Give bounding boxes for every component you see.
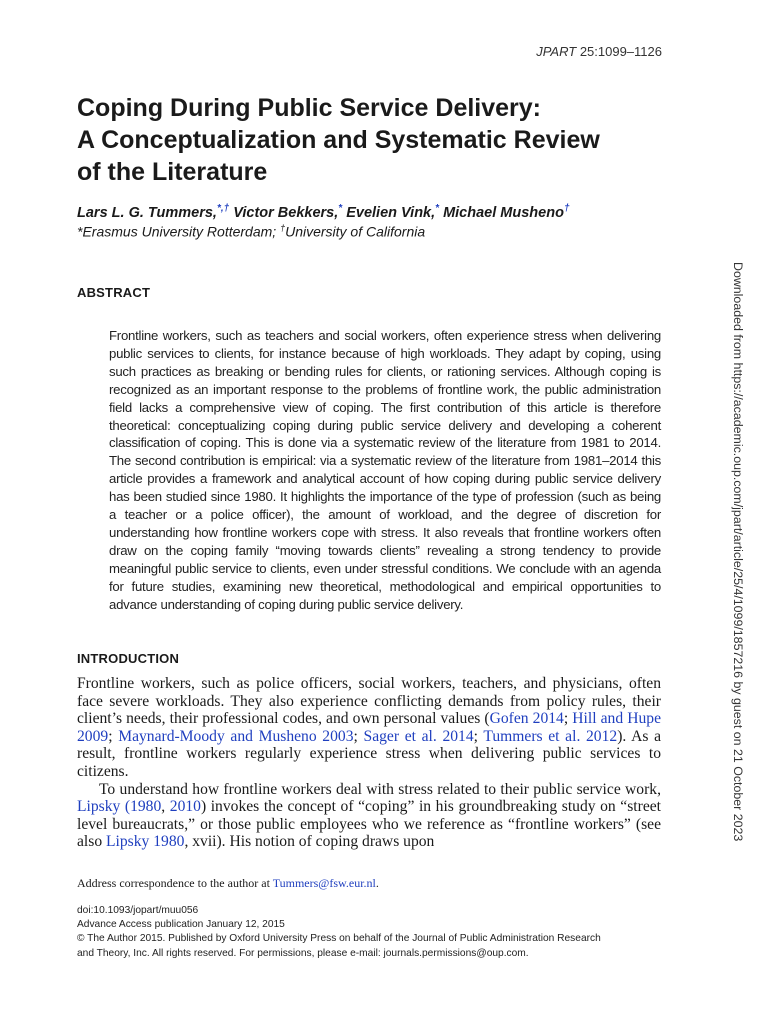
citation-link[interactable]: Lipsky (1980 bbox=[77, 798, 162, 816]
affiliation-erasmus: Erasmus University Rotterdam; bbox=[82, 223, 281, 240]
intro-paragraph-1: Frontline workers, such as police officers, social workers, teachers, and physicians, often face severe workloads. They also experience conflicting demands from policy rules, their client’s needs, their professional codes, and own personal values (Gofen 2014; Hill and Hupe 2009; Maynard-Moody and Musheno 2003; Sager et al. 2014; Tummers et al. 2012). As a result, frontline workers regularly experience stress when delivering public services to citizens. bbox=[77, 675, 662, 780]
journal-name: JPART bbox=[536, 44, 577, 59]
page-range: 25:1099–1126 bbox=[579, 44, 662, 59]
affiliation-california: University of California bbox=[285, 223, 426, 240]
abstract-text: Frontline workers, such as teachers and social workers, often experience stress when delivering public services to clients, for instance because of high workloads. They adapt by coping, using such practices as breaking or bending rules for clients, or rationing services. Although coping is recognized as an important response to the problems of frontline work, the public administration field lacks a comprehensive view of coping. The first contribution of this article is therefore theoretical: conceptualizing coping during public service delivery and developing a coherent classification of coping. This is done via a systematic review of the literature from 1981 to 2014. The second contribution is empirical: via a systematic review of the literature from 1981–2014 this article provides a framework and analytical account of how coping during public service delivery has been studied since 1980. It highlights the importance of the type of profession (such as being a teacher or a police officer), the amount of workload, and the degree of discretion for understanding how frontline workers cope with stress. It also reveals that frontline workers often draw on the coping family “moving towards clients” revealing a strong tendency to provide meaningful public service to clients, even under stressful conditions. We conclude with an agenda for future studies, examining new theoretical, methodological and empirical opportunities to advance understanding of coping during public service delivery. bbox=[109, 328, 661, 612]
email-link[interactable]: Tummers@fsw.eur.nl bbox=[272, 876, 376, 890]
copyright-line-2: and Theory, Inc. All rights reserved. For permissions, please e-mail: journals.permissions@oup.com. bbox=[77, 947, 529, 959]
affiliations bbox=[77, 223, 425, 240]
correspondence-note: Address correspondence to the author at Tummers@fsw.eur.nl. bbox=[77, 876, 379, 890]
download-watermark: Downloaded from https://academic.oup.com/jpart/article/25/4/1099/1857216 by guest on 21 October 2023 bbox=[731, 262, 745, 842]
citation-link[interactable]: Maynard-Moody and Musheno 2003 bbox=[118, 727, 354, 745]
title-line-3: of the Literature bbox=[77, 158, 268, 186]
author-musheno: Michael Musheno bbox=[443, 204, 564, 221]
affiliation-mark-2: † bbox=[280, 223, 286, 233]
author-tummers: Lars L. G. Tummers, bbox=[77, 204, 217, 221]
affiliation-mark[interactable]: *,† bbox=[216, 203, 230, 214]
doi: doi:10.1093/jopart/muu056 bbox=[77, 905, 199, 916]
running-head bbox=[536, 44, 662, 59]
citation-link[interactable]: Lipsky 1980 bbox=[106, 833, 185, 851]
title-line-2: A Conceptualization and Systematic Review bbox=[77, 126, 600, 154]
author-bekkers: Victor Bekkers, bbox=[233, 204, 339, 221]
author-list bbox=[77, 203, 570, 221]
title-line-1: Coping During Public Service Delivery: bbox=[77, 94, 542, 122]
affiliation-mark[interactable]: * bbox=[435, 203, 440, 214]
citation-link[interactable]: Gofen 2014 bbox=[489, 710, 564, 728]
citation-link[interactable]: Hill and Hupe 2009 bbox=[77, 710, 661, 745]
citation-link[interactable]: Tummers et al. 2012 bbox=[483, 727, 618, 745]
author-vink: Evelien Vink, bbox=[346, 204, 436, 221]
publication-info bbox=[77, 904, 677, 961]
article-title bbox=[77, 92, 677, 188]
copyright-line-1: © The Author 2015. Published by Oxford University Press on behalf of the Journal of Public Administration Research bbox=[77, 933, 601, 945]
advance-access-date: Advance Access publication January 12, 2015 bbox=[77, 919, 285, 931]
citation-link[interactable]: 2010 bbox=[169, 798, 201, 816]
abstract-heading: ABSTRACT bbox=[77, 285, 151, 300]
affiliation-mark[interactable]: * bbox=[338, 203, 343, 214]
introduction-body bbox=[77, 675, 661, 851]
affiliation-mark-1: * bbox=[77, 223, 83, 240]
citation-link[interactable]: Sager et al. 2014 bbox=[363, 727, 474, 745]
introduction-heading: INTRODUCTION bbox=[77, 651, 180, 666]
affiliation-mark[interactable]: † bbox=[563, 203, 570, 214]
intro-paragraph-2: To understand how frontline workers deal with stress related to their public service work, Lipsky (1980, 2010) invokes the concept of “coping” in his groundbreaking study on “street level bureaucrats,” or those public employees who we reference as “frontline workers” (see also Lipsky 1980, xvii). His notion of coping draws upon bbox=[77, 780, 661, 851]
